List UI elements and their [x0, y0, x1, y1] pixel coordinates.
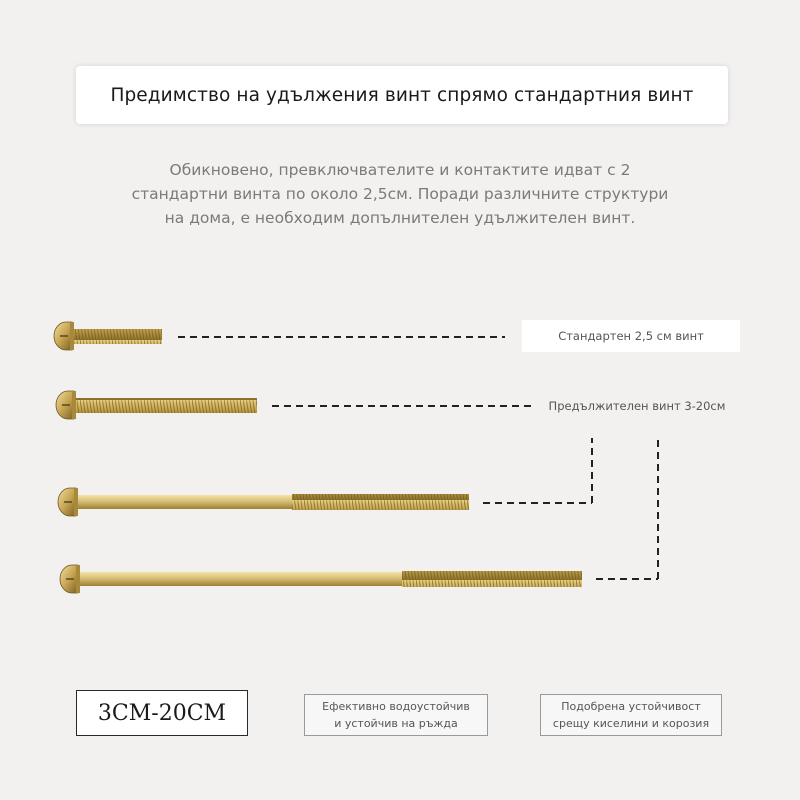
page-title: Предимство на удължения винт спрямо стандартния винт: [110, 84, 694, 106]
standard-screw-label: Стандартен 2,5 см винт: [522, 320, 740, 352]
standard-screw: [54, 322, 162, 350]
extension-screw-label: Предължителен винт 3-20см: [532, 392, 742, 420]
feature-corrosion-resistance: Подобрена устойчивост срещу киселини и корозия: [540, 694, 722, 736]
intro-line-3: на дома, е необходим допълнителен удължителен винт.: [164, 209, 636, 227]
extension-screw-short: [56, 391, 257, 419]
size-range-badge: 3CM-20CM: [76, 690, 248, 736]
extension-screw-medium: [58, 488, 469, 516]
extension-screw-long: [60, 565, 582, 593]
feature-waterproof: Ефективно водоустойчив и устойчив на ръжда: [304, 694, 488, 736]
intro-line-2: стандартни винта по около 2,5см. Поради различните структури: [131, 185, 669, 203]
intro-line-1: Обикновено, превключвателите и контактите идват с 2: [169, 161, 631, 179]
